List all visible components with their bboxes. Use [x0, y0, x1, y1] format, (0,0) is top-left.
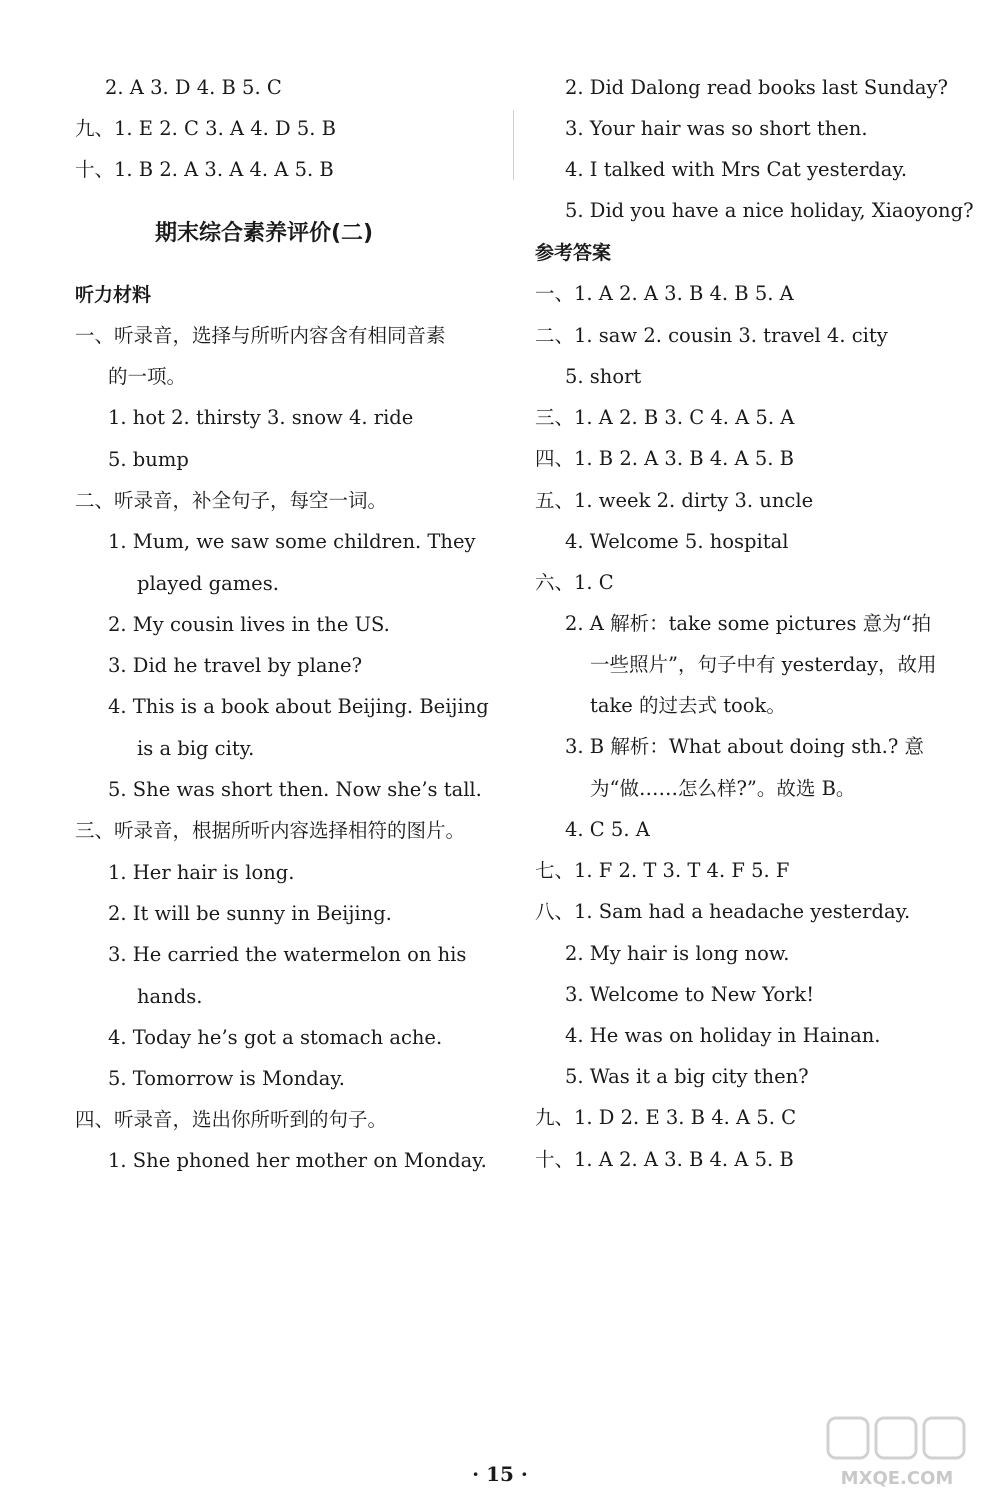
right-column-line-18: 为“做……怎么样?”。故选 B。 — [590, 777, 856, 800]
left-column-line-25: 1. She phoned her mother on Monday. — [108, 1149, 487, 1172]
right-column-line-12: 4. Welcome 5. hospital — [565, 530, 789, 553]
right-column-line-14: 2. A 解析：take some pictures 意为“拍 — [565, 612, 932, 635]
watermark-text: MXQE.COM — [840, 1468, 954, 1489]
right-column-line-22: 2. My hair is long now. — [565, 942, 790, 965]
left-column-line-22: 4. Today he’s got a stomach ache. — [108, 1026, 443, 1049]
right-column-line-21: 八、1. Sam had a headache yesterday. — [535, 900, 911, 923]
left-column-line-1: 2. A 3. D 4. B 5. C — [105, 76, 282, 99]
right-column-line-3: 4. I talked with Mrs Cat yesterday. — [565, 158, 908, 181]
left-column-line-21: hands. — [137, 985, 203, 1008]
right-column-line-17: 3. B 解析：What about doing sth.? 意 — [565, 735, 924, 758]
left-column-line-9: 二、听录音，补全句子，每空一词。 — [75, 489, 388, 512]
left-column-line-20: 3. He carried the watermelon on his — [108, 943, 467, 966]
left-column-line-5: 一、听录音，选择与所听内容含有相同音素 — [75, 324, 446, 347]
right-column-line-16: take 的过去式 took。 — [590, 694, 786, 717]
right-column-line-24: 4. He was on holiday in Hainan. — [565, 1024, 881, 1047]
left-column-line-14: 4. This is a book about Beijing. Beijing — [108, 695, 489, 718]
left-column-line-4: 听力材料 — [75, 284, 152, 306]
left-column-line-8: 5. bump — [108, 448, 189, 471]
left-column-line-15: is a big city. — [137, 737, 255, 760]
left-column-line-24: 四、听录音，选出你所听到的句子。 — [75, 1108, 388, 1131]
right-column-line-20: 七、1. F 2. T 3. T 4. F 5. F — [535, 859, 790, 882]
watermark-logo — [822, 1414, 972, 1490]
right-column-line-4: 5. Did you have a nice holiday, Xiaoyong? — [565, 199, 974, 222]
page-number: · 15 · — [472, 1462, 528, 1486]
section-title: 期末综合素养评价(二) — [155, 221, 374, 246]
left-column-line-7: 1. hot 2. thirsty 3. snow 4. ride — [108, 406, 414, 429]
left-column-line-23: 5. Tomorrow is Monday. — [108, 1067, 345, 1090]
column-divider — [513, 110, 514, 180]
right-column-line-9: 三、1. A 2. B 3. C 4. A 5. A — [535, 406, 795, 429]
left-column-line-13: 3. Did he travel by plane? — [108, 654, 363, 677]
right-column-line-7: 二、1. saw 2. cousin 3. travel 4. city — [535, 324, 888, 347]
left-column-line-19: 2. It will be sunny in Beijing. — [108, 902, 392, 925]
right-column-line-10: 四、1. B 2. A 3. B 4. A 5. B — [535, 447, 794, 470]
right-column-line-27: 十、1. A 2. A 3. B 4. A 5. B — [535, 1148, 794, 1171]
right-column-line-8: 5. short — [565, 365, 642, 388]
right-column-line-19: 4. C 5. A — [565, 818, 650, 841]
left-column-line-16: 5. She was short then. Now she’s tall. — [108, 778, 482, 801]
left-column-line-18: 1. Her hair is long. — [108, 861, 295, 884]
left-column-line-6: 的一项。 — [108, 365, 187, 388]
right-column-line-5: 参考答案 — [535, 242, 612, 264]
right-column-line-11: 五、1. week 2. dirty 3. uncle — [535, 489, 814, 512]
left-column-line-12: 2. My cousin lives in the US. — [108, 613, 390, 636]
left-column-line-11: played games. — [137, 572, 279, 595]
left-column-line-2: 九、1. E 2. C 3. A 4. D 5. B — [75, 117, 337, 140]
right-column-line-25: 5. Was it a big city then? — [565, 1065, 809, 1088]
right-column-line-23: 3. Welcome to New York! — [565, 983, 815, 1006]
right-column-line-2: 3. Your hair was so short then. — [565, 117, 868, 140]
right-column-line-1: 2. Did Dalong read books last Sunday? — [565, 76, 948, 99]
left-column-line-10: 1. Mum, we saw some children. They — [108, 530, 476, 553]
left-column-line-3: 十、1. B 2. A 3. A 4. A 5. B — [75, 158, 334, 181]
right-column-line-13: 六、1. C — [535, 571, 614, 594]
left-column-line-17: 三、听录音，根据所听内容选择相符的图片。 — [75, 819, 466, 842]
right-column-line-6: 一、1. A 2. A 3. B 4. B 5. A — [535, 282, 794, 305]
right-column-line-15: 一些照片”，句子中有 yesterday，故用 — [590, 653, 937, 676]
right-column-line-26: 九、1. D 2. E 3. B 4. A 5. C — [535, 1106, 797, 1129]
